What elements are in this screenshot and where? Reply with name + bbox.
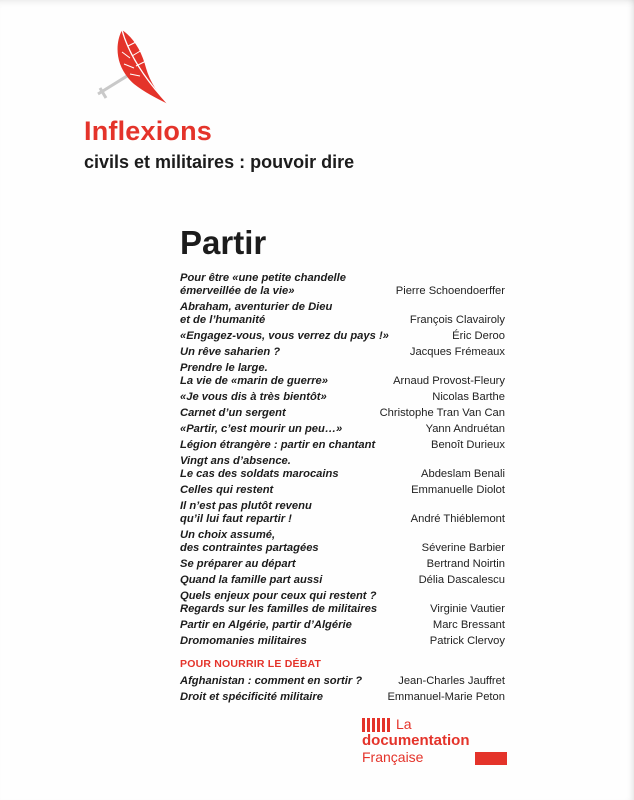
publisher-red-block	[475, 752, 507, 765]
toc-entry	[180, 272, 505, 298]
toc-entry	[180, 619, 505, 632]
publisher-line-documentation: documentation	[362, 732, 470, 749]
toc-entry-title: Droit et spécificité militaire	[180, 691, 323, 703]
toc-entry-title: Un rêve saharien ?	[180, 346, 281, 358]
toc-entry-author: Christophe Tran Van Can	[379, 407, 505, 419]
series-brand-title: Inflexions	[84, 116, 213, 146]
toc-entry-author: Jacques Frémeaux	[409, 346, 505, 358]
toc-entry-author: Bertrand Noirtin	[426, 558, 505, 570]
toc-entry-title: Afghanistan : comment en sortir ?	[180, 675, 363, 687]
toc-entry	[180, 635, 505, 648]
toc-entry-title: Dromomanies militaires	[180, 635, 307, 647]
toc-entry-title: Quels enjeux pour ceux qui restent ? Regards sur les familles de militaires	[180, 590, 378, 615]
toc-entry-author: André Thiéblemont	[410, 513, 505, 525]
toc-entry-title: Un choix assumé, des contraintes partagées	[180, 529, 319, 554]
toc-entry	[180, 407, 505, 420]
toc-entry	[180, 362, 505, 388]
publisher-bars-icon	[362, 718, 392, 732]
toc-entry-title: Se préparer au départ	[180, 558, 296, 570]
toc-entry	[180, 500, 505, 526]
debate-section-heading: POUR NOURRIR LE DÉBAT	[180, 658, 322, 670]
toc-entry-author: Patrick Clervoy	[429, 635, 505, 647]
toc-entry-title: Abraham, aventurier de Dieu et de l’humanité	[180, 301, 333, 326]
toc-entry	[180, 484, 505, 497]
toc-entry-author: Pierre Schoendoerffer	[395, 285, 505, 297]
toc-debate-list	[180, 675, 505, 704]
toc-entry	[180, 330, 505, 343]
toc-entry-author: Virginie Vautier	[430, 603, 505, 615]
toc-entry-title: «Je vous dis à très bientôt»	[180, 391, 327, 403]
toc-entry-author: Arnaud Provost-Fleury	[393, 375, 505, 387]
publisher-logo	[362, 716, 512, 776]
toc-entry-title: Légion étrangère : partir en chantant	[180, 439, 376, 451]
toc-entry	[180, 439, 505, 452]
toc-entry-title: Partir en Algérie, partir d’Algérie	[180, 619, 352, 631]
toc-main-list	[180, 272, 505, 648]
toc-entry	[180, 301, 505, 327]
quill-feather-icon	[92, 28, 172, 110]
publisher-line-francaise: Française	[362, 749, 424, 765]
toc-entry-title: Il n’est pas plutôt revenu qu’il lui faut repartir !	[180, 500, 312, 525]
toc-entry-author: Benoît Durieux	[430, 439, 505, 451]
toc-entry	[180, 590, 505, 616]
toc-entry-title: Celles qui restent	[180, 484, 274, 496]
toc-entry-author: Emmanuel-Marie Peton	[387, 691, 505, 703]
toc-entry	[180, 574, 505, 587]
toc-entry-title: Pour être «une petite chandelle émerveillée de la vie»	[180, 272, 346, 297]
toc-entry-author: Jean-Charles Jauffret	[398, 675, 505, 687]
toc-entry-author: Séverine Barbier	[421, 542, 505, 554]
toc-entry	[180, 346, 505, 359]
toc-entry-author: Marc Bressant	[432, 619, 505, 631]
toc-entry-author: Emmanuelle Diolot	[411, 484, 505, 496]
toc-entry	[180, 423, 505, 436]
toc-entry-title: Vingt ans d’absence. Le cas des soldats marocains	[180, 455, 339, 480]
toc-entry	[180, 529, 505, 555]
publisher-line-la: La	[396, 716, 412, 732]
toc-entry-title: Carnet d’un sergent	[180, 407, 286, 419]
toc-entry-author: Délia Dascalescu	[418, 574, 505, 586]
toc-entry-title: «Partir, c’est mourir un peu…»	[180, 423, 343, 435]
toc-entry-author: Nicolas Barthe	[432, 391, 505, 403]
toc-entry-author: Éric Deroo	[452, 330, 505, 342]
issue-title: Partir	[180, 224, 267, 261]
series-tagline: civils et militaires : pouvoir dire	[84, 152, 355, 172]
toc-entry-author: Abdeslam Benali	[421, 468, 505, 480]
toc-entry-title: Quand la famille part aussi	[180, 574, 323, 586]
table-of-contents	[180, 272, 505, 707]
toc-entry-author: François Clavairoly	[409, 314, 505, 326]
toc-entry-title: Prendre le large. La vie de «marin de guerre»	[180, 362, 328, 387]
toc-entry	[180, 691, 505, 704]
toc-entry	[180, 455, 505, 481]
toc-entry-author: Yann Andruétan	[425, 423, 505, 435]
toc-entry	[180, 391, 505, 404]
toc-entry-title: «Engagez-vous, vous verrez du pays !»	[180, 330, 389, 342]
toc-entry	[180, 558, 505, 571]
toc-entry	[180, 675, 505, 688]
